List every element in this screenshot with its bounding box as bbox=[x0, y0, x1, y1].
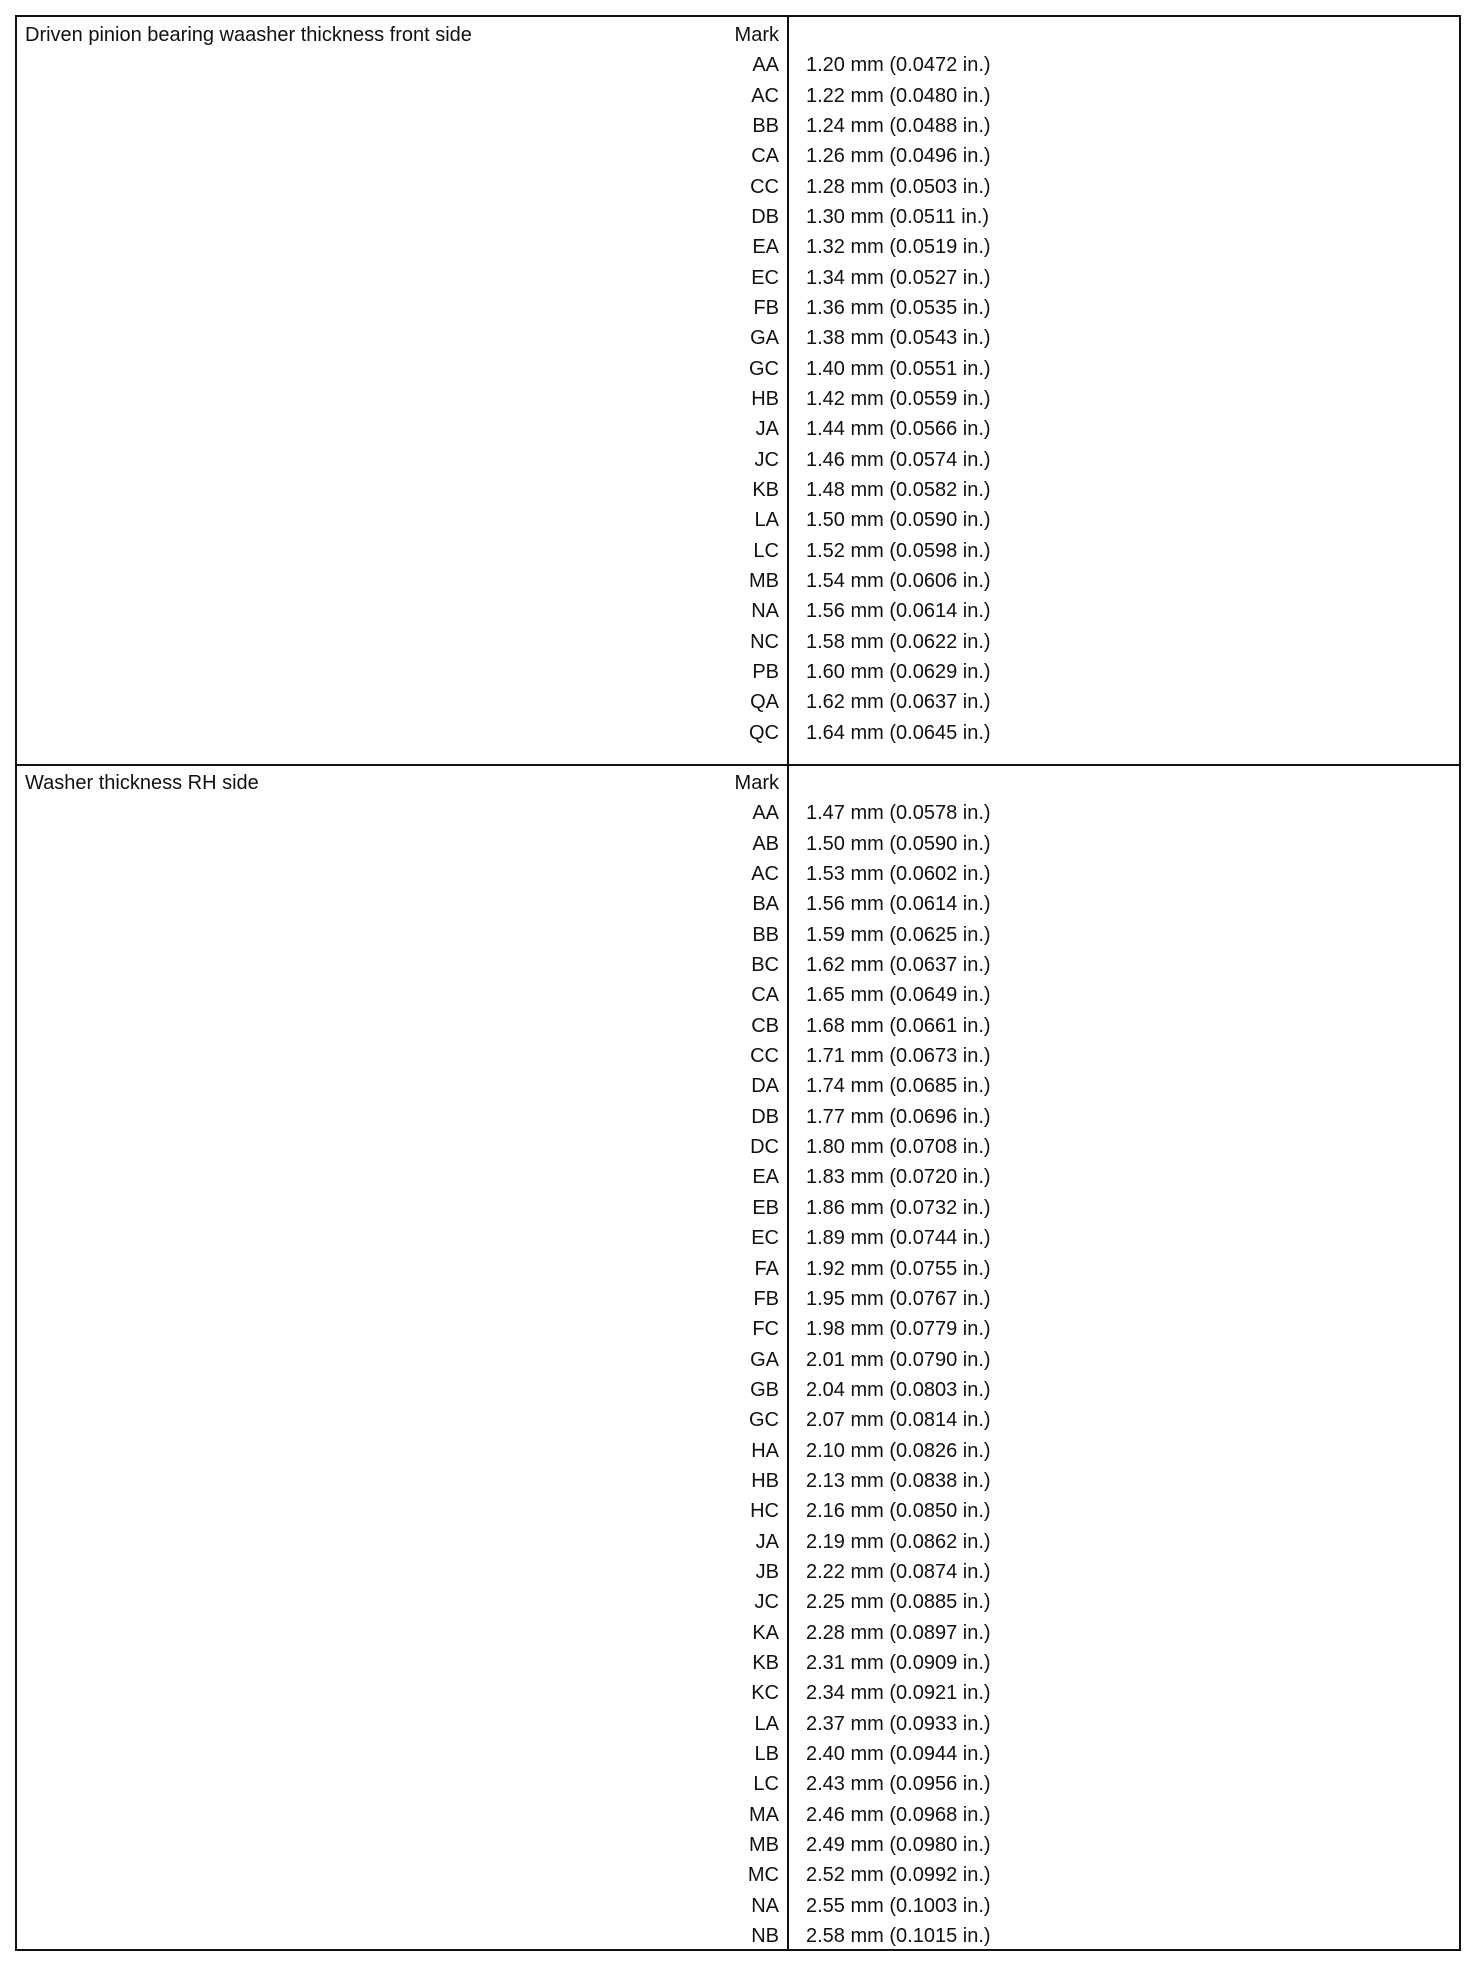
table-row bbox=[17, 1011, 1459, 1041]
mark-code: GC bbox=[749, 357, 779, 380]
table-row bbox=[17, 1557, 1459, 1587]
mark-code: GC bbox=[749, 1409, 779, 1432]
mark-code: LA bbox=[754, 1712, 779, 1735]
thickness-value: 1.86 mm (0.0732 in.) bbox=[806, 1196, 991, 1219]
table-row bbox=[17, 1496, 1459, 1526]
mark-code: CC bbox=[750, 175, 779, 198]
thickness-value: 2.07 mm (0.0814 in.) bbox=[806, 1409, 991, 1432]
table-row bbox=[17, 172, 1459, 202]
section-front-side bbox=[17, 17, 1459, 764]
mark-code: NA bbox=[751, 600, 779, 623]
mark-code: LC bbox=[753, 539, 779, 562]
thickness-value: 1.50 mm (0.0590 in.) bbox=[806, 509, 991, 532]
mark-code: BB bbox=[752, 114, 779, 137]
table-row bbox=[17, 1102, 1459, 1132]
thickness-value: 1.48 mm (0.0582 in.) bbox=[806, 478, 991, 501]
table-row bbox=[17, 1769, 1459, 1799]
mark-code: HB bbox=[751, 1469, 779, 1492]
thickness-value: 1.40 mm (0.0551 in.) bbox=[806, 357, 991, 380]
mark-code: EA bbox=[752, 236, 779, 259]
mark-code: NA bbox=[751, 1894, 779, 1917]
mark-code: AB bbox=[752, 832, 779, 855]
thickness-value: 1.62 mm (0.0637 in.) bbox=[806, 691, 991, 714]
table-row bbox=[17, 414, 1459, 444]
thickness-value: 1.26 mm (0.0496 in.) bbox=[806, 145, 991, 168]
table-row bbox=[17, 1800, 1459, 1830]
table-row bbox=[17, 445, 1459, 475]
table-row bbox=[17, 50, 1459, 80]
thickness-value: 1.56 mm (0.0614 in.) bbox=[806, 600, 991, 623]
table-row bbox=[17, 718, 1459, 748]
mark-code: CA bbox=[751, 984, 779, 1007]
thickness-value: 1.20 mm (0.0472 in.) bbox=[806, 54, 991, 77]
table-row bbox=[17, 1466, 1459, 1496]
thickness-value: 2.43 mm (0.0956 in.) bbox=[806, 1773, 991, 1796]
thickness-value: 2.55 mm (0.1003 in.) bbox=[806, 1894, 991, 1917]
thickness-value: 1.89 mm (0.0744 in.) bbox=[806, 1227, 991, 1250]
table-row bbox=[17, 475, 1459, 505]
mark-code: CC bbox=[750, 1045, 779, 1068]
table-row bbox=[17, 1739, 1459, 1769]
table-row bbox=[17, 81, 1459, 111]
mark-code: MC bbox=[747, 1864, 779, 1887]
row-list bbox=[17, 768, 1459, 1951]
mark-code: GB bbox=[750, 1378, 779, 1401]
table-row bbox=[17, 1891, 1459, 1921]
table-row bbox=[17, 1071, 1459, 1101]
thickness-value: 2.25 mm (0.0885 in.) bbox=[806, 1591, 991, 1614]
mark-code: DA bbox=[751, 1075, 779, 1098]
mark-code: JA bbox=[755, 1530, 779, 1553]
mark-code: KB bbox=[752, 1651, 779, 1674]
mark-code: FC bbox=[752, 1318, 779, 1341]
mark-code: HB bbox=[751, 387, 779, 410]
mark-code: KB bbox=[752, 478, 779, 501]
thickness-value: 1.46 mm (0.0574 in.) bbox=[806, 448, 991, 471]
table-row bbox=[17, 1193, 1459, 1223]
mark-code: DB bbox=[751, 205, 779, 228]
mark-code: GA bbox=[750, 327, 779, 350]
thickness-value: 1.42 mm (0.0559 in.) bbox=[806, 387, 991, 410]
thickness-value: 1.68 mm (0.0661 in.) bbox=[806, 1014, 991, 1037]
table-row bbox=[17, 1162, 1459, 1192]
thickness-value: 1.22 mm (0.0480 in.) bbox=[806, 84, 991, 107]
mark-code: JC bbox=[754, 448, 779, 471]
table-row bbox=[17, 1648, 1459, 1678]
mark-code: EC bbox=[751, 1227, 779, 1250]
spec-table bbox=[15, 15, 1461, 1951]
thickness-value: 2.13 mm (0.0838 in.) bbox=[806, 1469, 991, 1492]
thickness-value: 2.04 mm (0.0803 in.) bbox=[806, 1378, 991, 1401]
thickness-value: 2.58 mm (0.1015 in.) bbox=[806, 1925, 991, 1948]
mark-code: DC bbox=[750, 1136, 779, 1159]
thickness-value: 1.50 mm (0.0590 in.) bbox=[806, 832, 991, 855]
table-row bbox=[17, 384, 1459, 414]
thickness-value: 2.31 mm (0.0909 in.) bbox=[806, 1651, 991, 1674]
table-row bbox=[17, 687, 1459, 717]
mark-code: FA bbox=[754, 1257, 779, 1280]
mark-code: AC bbox=[751, 863, 779, 886]
mark-code: FB bbox=[753, 1287, 779, 1310]
mark-code: MB bbox=[749, 1834, 779, 1857]
table-row bbox=[17, 1254, 1459, 1284]
mark-code: HA bbox=[751, 1439, 779, 1462]
table-row bbox=[17, 1375, 1459, 1405]
table-row bbox=[17, 1132, 1459, 1162]
mark-code: AC bbox=[751, 84, 779, 107]
table-row bbox=[17, 1405, 1459, 1435]
thickness-value: 1.59 mm (0.0625 in.) bbox=[806, 923, 991, 946]
mark-code: JC bbox=[754, 1591, 779, 1614]
mark-code: FB bbox=[753, 296, 779, 319]
section-title: Washer thickness RH side bbox=[25, 772, 259, 794]
thickness-value: 1.53 mm (0.0602 in.) bbox=[806, 863, 991, 886]
table-row bbox=[17, 596, 1459, 626]
mark-code: EB bbox=[752, 1196, 779, 1219]
table-row bbox=[17, 1041, 1459, 1071]
mark-code: CB bbox=[751, 1014, 779, 1037]
table-row bbox=[17, 354, 1459, 384]
mark-code: LA bbox=[754, 509, 779, 532]
table-row bbox=[17, 1709, 1459, 1739]
thickness-value: 2.34 mm (0.0921 in.) bbox=[806, 1682, 991, 1705]
table-row bbox=[17, 536, 1459, 566]
thickness-value: 2.01 mm (0.0790 in.) bbox=[806, 1348, 991, 1371]
table-row bbox=[17, 1223, 1459, 1253]
table-row bbox=[17, 798, 1459, 828]
table-row bbox=[17, 1436, 1459, 1466]
thickness-value: 1.34 mm (0.0527 in.) bbox=[806, 266, 991, 289]
thickness-value: 1.80 mm (0.0708 in.) bbox=[806, 1136, 991, 1159]
table-row bbox=[17, 980, 1459, 1010]
thickness-value: 1.58 mm (0.0622 in.) bbox=[806, 630, 991, 653]
mark-code: PB bbox=[752, 660, 779, 683]
table-row bbox=[17, 232, 1459, 262]
mark-code: AA bbox=[752, 802, 779, 825]
mark-code: EC bbox=[751, 266, 779, 289]
section-title: Driven pinion bearing waasher thickness front side bbox=[25, 24, 472, 46]
table-row bbox=[17, 141, 1459, 171]
mark-code: BA bbox=[752, 893, 779, 916]
table-row bbox=[17, 1830, 1459, 1860]
table-row bbox=[17, 1345, 1459, 1375]
mark-code: KA bbox=[752, 1621, 779, 1644]
mark-code: QC bbox=[749, 721, 779, 744]
mark-code: LC bbox=[753, 1773, 779, 1796]
mark-code: GA bbox=[750, 1348, 779, 1371]
mark-code: JB bbox=[755, 1560, 779, 1583]
mark-code: LB bbox=[754, 1743, 779, 1765]
table-row bbox=[17, 566, 1459, 596]
header-row bbox=[17, 768, 1459, 798]
table-row bbox=[17, 657, 1459, 687]
mark-code: QA bbox=[750, 691, 779, 714]
thickness-value: 2.10 mm (0.0826 in.) bbox=[806, 1439, 991, 1462]
section-rh-side bbox=[17, 764, 1459, 1949]
table-row bbox=[17, 1314, 1459, 1344]
table-row bbox=[17, 889, 1459, 919]
thickness-value: 2.22 mm (0.0874 in.) bbox=[806, 1560, 991, 1583]
header-row bbox=[17, 20, 1459, 50]
thickness-value: 2.28 mm (0.0897 in.) bbox=[806, 1621, 991, 1644]
thickness-value: 2.46 mm (0.0968 in.) bbox=[806, 1803, 991, 1826]
thickness-value: 1.65 mm (0.0649 in.) bbox=[806, 984, 991, 1007]
thickness-value: 2.16 mm (0.0850 in.) bbox=[806, 1500, 991, 1523]
mark-code: EA bbox=[752, 1166, 779, 1189]
thickness-value: 1.54 mm (0.0606 in.) bbox=[806, 569, 991, 592]
mark-code: NC bbox=[750, 630, 779, 653]
thickness-value: 1.28 mm (0.0503 in.) bbox=[806, 175, 991, 198]
thickness-value: 1.24 mm (0.0488 in.) bbox=[806, 114, 991, 137]
table-row bbox=[17, 920, 1459, 950]
mark-code: KC bbox=[751, 1682, 779, 1705]
thickness-value: 1.30 mm (0.0511 in.) bbox=[806, 205, 990, 228]
thickness-value: 1.77 mm (0.0696 in.) bbox=[806, 1105, 991, 1128]
table-row bbox=[17, 950, 1459, 980]
table-row bbox=[17, 829, 1459, 859]
thickness-value: 2.37 mm (0.0933 in.) bbox=[806, 1712, 991, 1735]
table-row bbox=[17, 202, 1459, 232]
thickness-value: 2.40 mm (0.0944 in.) bbox=[806, 1743, 991, 1765]
thickness-value: 1.44 mm (0.0566 in.) bbox=[806, 418, 991, 441]
table-row bbox=[17, 263, 1459, 293]
thickness-value: 1.74 mm (0.0685 in.) bbox=[806, 1075, 991, 1098]
table-row bbox=[17, 323, 1459, 353]
mark-code: HC bbox=[750, 1500, 779, 1523]
thickness-value: 1.83 mm (0.0720 in.) bbox=[806, 1166, 991, 1189]
table-row bbox=[17, 1678, 1459, 1708]
thickness-value: 1.47 mm (0.0578 in.) bbox=[806, 802, 991, 825]
table-row bbox=[17, 111, 1459, 141]
thickness-value: 1.32 mm (0.0519 in.) bbox=[806, 236, 991, 259]
table-row bbox=[17, 859, 1459, 889]
table-row bbox=[17, 1921, 1459, 1951]
thickness-value: 1.98 mm (0.0779 in.) bbox=[806, 1318, 991, 1341]
mark-header: Mark bbox=[734, 24, 779, 46]
thickness-value: 1.60 mm (0.0629 in.) bbox=[806, 660, 991, 683]
mark-code: BB bbox=[752, 923, 779, 946]
mark-code: JA bbox=[755, 418, 779, 441]
table-row bbox=[17, 1527, 1459, 1557]
table-row bbox=[17, 1860, 1459, 1890]
thickness-value: 2.49 mm (0.0980 in.) bbox=[806, 1834, 991, 1857]
mark-header: Mark bbox=[734, 772, 779, 794]
thickness-value: 1.64 mm (0.0645 in.) bbox=[806, 721, 991, 744]
mark-code: AA bbox=[752, 54, 779, 77]
table-row bbox=[17, 1587, 1459, 1617]
thickness-value: 1.52 mm (0.0598 in.) bbox=[806, 539, 991, 562]
thickness-value: 1.62 mm (0.0637 in.) bbox=[806, 954, 991, 977]
thickness-value: 1.95 mm (0.0767 in.) bbox=[806, 1287, 991, 1310]
mark-code: MA bbox=[749, 1803, 779, 1826]
mark-code: DB bbox=[751, 1105, 779, 1128]
table-row bbox=[17, 627, 1459, 657]
table-row bbox=[17, 1618, 1459, 1648]
thickness-value: 2.19 mm (0.0862 in.) bbox=[806, 1530, 991, 1553]
mark-code: NB bbox=[751, 1925, 779, 1948]
thickness-value: 1.38 mm (0.0543 in.) bbox=[806, 327, 991, 350]
mark-code: CA bbox=[751, 145, 779, 168]
mark-code: BC bbox=[751, 954, 779, 977]
thickness-value: 1.56 mm (0.0614 in.) bbox=[806, 893, 991, 916]
row-list bbox=[17, 20, 1459, 748]
thickness-value: 1.71 mm (0.0673 in.) bbox=[806, 1045, 991, 1068]
mark-code: MB bbox=[749, 569, 779, 592]
table-row bbox=[17, 293, 1459, 323]
thickness-value: 2.52 mm (0.0992 in.) bbox=[806, 1864, 991, 1887]
table-row bbox=[17, 1284, 1459, 1314]
thickness-value: 1.36 mm (0.0535 in.) bbox=[806, 296, 991, 319]
thickness-value: 1.92 mm (0.0755 in.) bbox=[806, 1257, 991, 1280]
table-row bbox=[17, 505, 1459, 535]
